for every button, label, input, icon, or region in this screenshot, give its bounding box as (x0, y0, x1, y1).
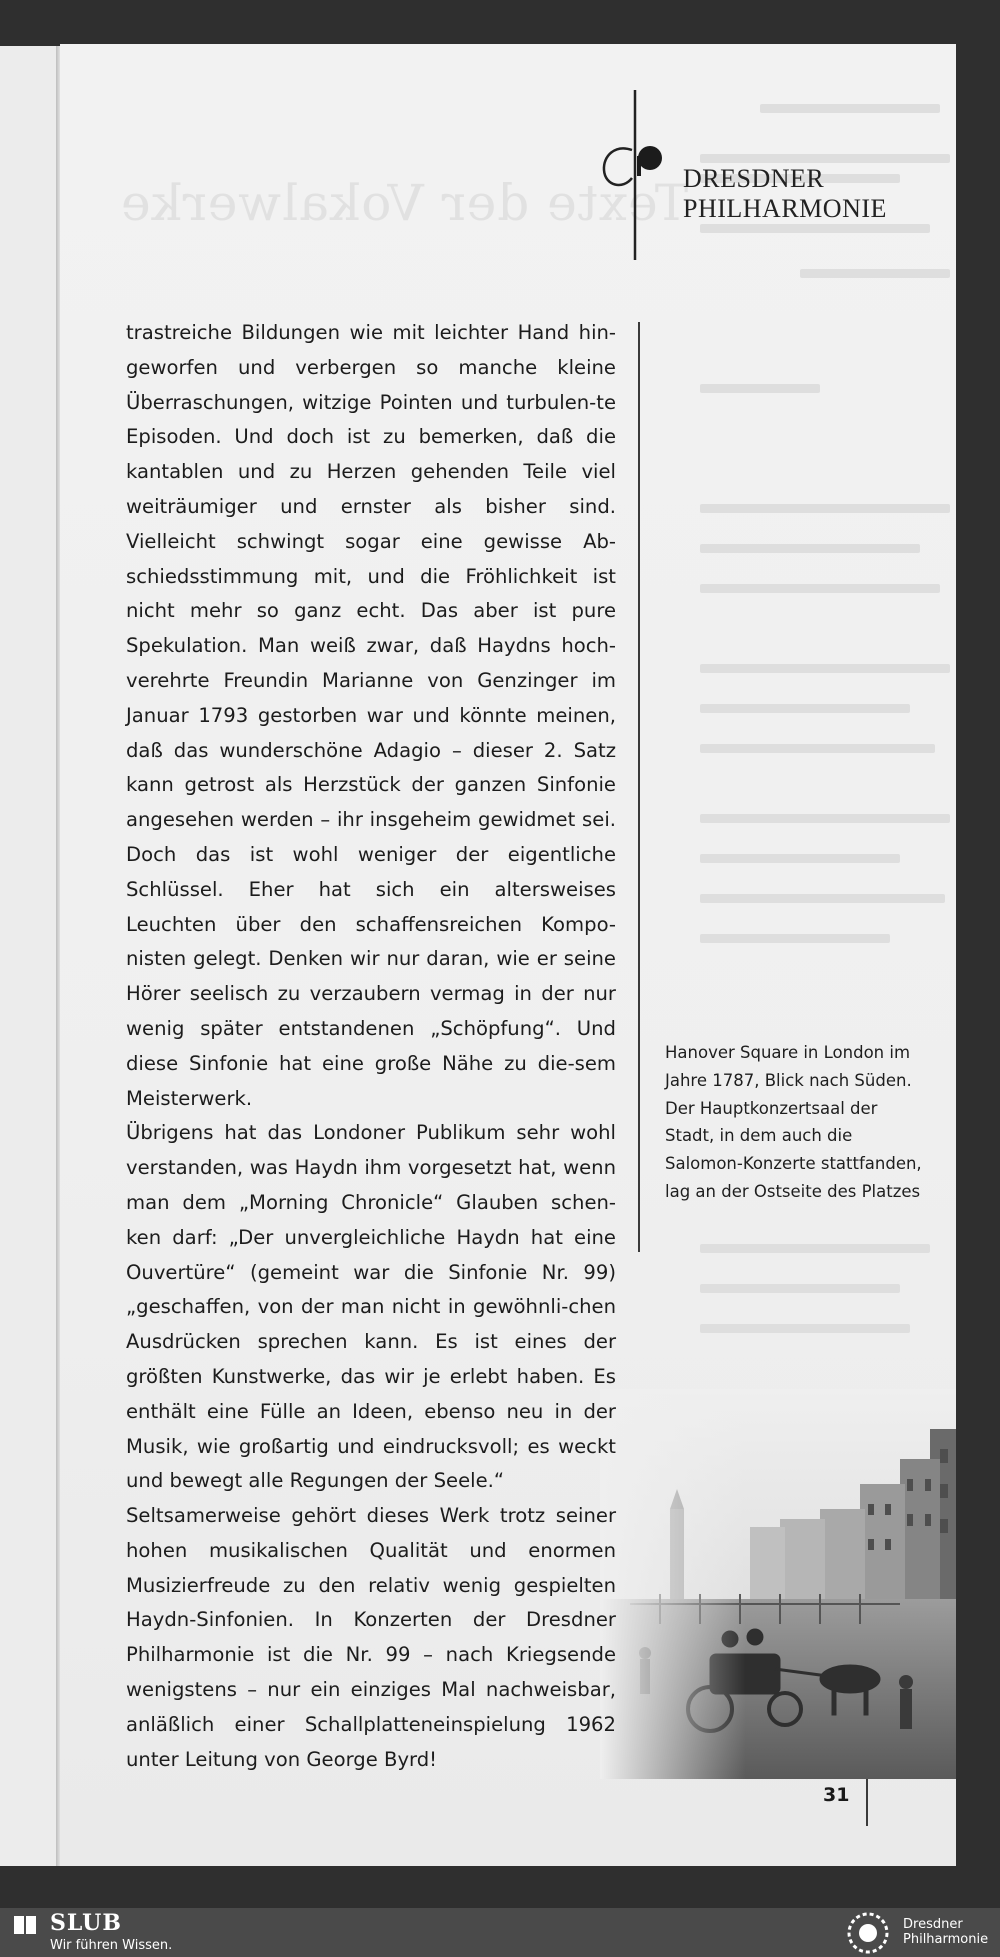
hanover-square-illustration (600, 1389, 956, 1779)
brochure-page (60, 44, 956, 1866)
article-body (126, 316, 616, 1777)
show-through-line (700, 584, 940, 593)
show-through-line (700, 384, 820, 393)
logo-line-1: DRESDNER (683, 164, 825, 193)
slub-logo-name[interactable]: SLUB (50, 1910, 122, 1936)
show-through-title: Texte der Vokalwerke (120, 174, 689, 232)
scan-left-page-edge (0, 46, 58, 1866)
logo-line-2: PHILHARMONIE (683, 194, 887, 223)
show-through-line (700, 704, 910, 713)
show-through-line (700, 1244, 930, 1253)
philharmonie-line-1: Dresdner (903, 1917, 963, 1932)
show-through-line (700, 934, 890, 943)
show-through-line (700, 1284, 900, 1293)
article-paragraph: trastreiche Bildungen wie mit leichter Hand hin-geworfen und verbergen so manche kleine Überraschungen, witzige Pointen und turbulen-te Episoden. Und doch ist zu bemerken, daß die kantablen und zu Herzen gehenden Teile viel weiträumiger und ernster als bisher sind. Vielleicht schwingt sogar eine gewisse Ab-schiedsstimmung mit, und die Fröhlichkeit ist nicht mehr so ganz echt. Das aber ist pure Spekulation. Man weiß zwar, daß Haydns hoch-verehrte Freundin Marianne von Genzinger im Januar 1793 gestorben war und könnte meinen, daß das wunderschöne Adagio – dieser 2. Satz kann getrost als Herzstück der ganzen Sinfonie angesehen werden – ihr insgeheim gewidmet sei. Doch das ist wohl weniger der eigentliche Schlüssel. Eher hat sich ein altersweises Leuchten über den schaffensreichen Kompo-nisten gelegt. Denken wir nur daran, wie er seine Hörer seelisch zu verzaubern vermag in der nur wenig später entstandenen „Schöpfung“. Und diese Sinfonie hat eine große Nähe zu die-sem Meisterwerk. (126, 321, 616, 1110)
image-caption (665, 1039, 925, 1206)
dp-monogram-icon (595, 90, 667, 260)
philharmonie-emblem-icon (842, 1912, 894, 1954)
show-through-line (700, 744, 935, 753)
philharmonie-line-2: Philharmonie (903, 1932, 989, 1947)
slub-tagline: Wir führen Wissen. (50, 1938, 173, 1953)
page-number-rule (866, 1774, 868, 1826)
dresdner-philharmonie-logo (595, 90, 955, 260)
show-through-line (700, 664, 950, 673)
article-paragraph: Seltsamerweise gehört dieses Werk trotz seiner hohen musikalischen Qualität und enormen Musizierfreude zu den relativ wenig gespielten Haydn-Sinfonien. In Konzerten der Dresdner Philharmonie ist die Nr. 99 – nach Kriegsende wenigstens – nur ein einziges Mal nachweisbar, anläßlich einer Schallplatteneinspielung 1962 unter Leitung von George Byrd! (126, 1504, 616, 1771)
caption-text: Hanover Square in London im Jahre 1787, Blick nach Süden. Der Hauptkonzertsaal der Stadt, in dem auch die Salomon-Konzerte stattfanden, lag an der Ostseite des Platzes (665, 1043, 922, 1201)
show-through-line (700, 854, 900, 863)
show-through-line (700, 1324, 910, 1333)
show-through-line (700, 504, 950, 513)
show-through-line (700, 894, 945, 903)
show-through-line (700, 544, 920, 553)
philharmonie-footer-logo[interactable] (903, 1917, 988, 1947)
column-divider (638, 322, 640, 1252)
show-through-line (700, 814, 950, 823)
show-through-line (800, 269, 950, 278)
slub-book-icon (12, 1913, 38, 1937)
digitization-footer (0, 1908, 1000, 1957)
page-number: 31 (823, 1784, 850, 1806)
article-paragraph: Übrigens hat das Londoner Publikum sehr wohl verstanden, was Haydn ihm vorgesetzt hat, wenn man dem „Morning Chronicle“ Glauben schen-ken darf: „Der unvergleichliche Haydn hat eine Ouvertüre“ (gemeint war die Sinfonie Nr. 99) „geschaffen, von der man nicht in gewöhnli-chen Ausdrücken sprechen kann. Es ist eines der größten Kunstwerke, das wir je erlebt haben. Es enthält eine Fülle an Ideen, ebenso neu in der Musik, wie großartig und eindrucksvoll; es weckt und bewegt alle Regungen der Seele.“ (126, 1121, 616, 1493)
